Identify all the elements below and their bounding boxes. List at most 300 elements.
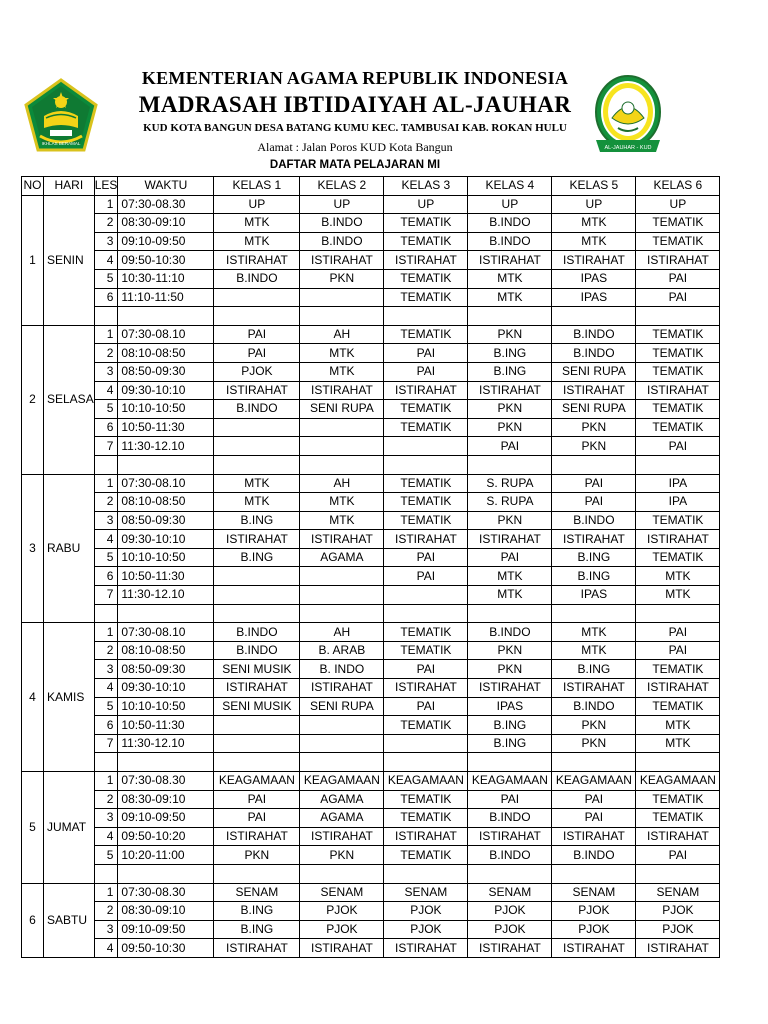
subject-cell-kelas-6: SENAM bbox=[636, 883, 720, 902]
time-slot: 09:50-10:30 bbox=[118, 251, 214, 270]
subject-cell-kelas-2: ISTIRAHAT bbox=[300, 530, 384, 549]
column-header-kelas-4: KELAS 4 bbox=[468, 177, 552, 196]
subject-cell-kelas-4: S. RUPA bbox=[468, 493, 552, 512]
subject-cell-kelas-5: B.ING bbox=[552, 548, 636, 567]
subject-cell-kelas-4: B.ING bbox=[468, 734, 552, 753]
subject-cell-kelas-3: TEMATIK bbox=[384, 474, 468, 493]
subject-cell-kelas-5: ISTIRAHAT bbox=[552, 530, 636, 549]
subject-cell-kelas-1: SENAM bbox=[214, 883, 300, 902]
subject-cell-kelas-1: B.INDO bbox=[214, 269, 300, 288]
subject-cell-kelas-1: MTK bbox=[214, 232, 300, 251]
subject-cell-kelas-1: PJOK bbox=[214, 362, 300, 381]
time-slot: 10:50-11:30 bbox=[118, 716, 214, 735]
subject-cell-kelas-2: ISTIRAHAT bbox=[300, 939, 384, 958]
subject-cell-kelas-3: TEMATIK bbox=[384, 400, 468, 419]
subject-cell-kelas-1 bbox=[214, 734, 300, 753]
column-header-no: NO bbox=[22, 177, 44, 196]
subject-cell-kelas-3: PAI bbox=[384, 344, 468, 363]
subject-cell-kelas-1 bbox=[214, 307, 300, 326]
day-name: KAMIS bbox=[44, 623, 95, 772]
subject-cell-kelas-6: PAI bbox=[636, 641, 720, 660]
subject-cell-kelas-5 bbox=[552, 753, 636, 772]
subject-cell-kelas-5: ISTIRAHAT bbox=[552, 251, 636, 270]
time-slot: 08:50-09:30 bbox=[118, 511, 214, 530]
subject-cell-kelas-2: B. ARAB bbox=[300, 641, 384, 660]
column-header-waktu: WAKTU bbox=[118, 177, 214, 196]
subject-cell-kelas-3: TEMATIK bbox=[384, 493, 468, 512]
time-slot: 11:10-11:50 bbox=[118, 288, 214, 307]
subject-cell-kelas-5 bbox=[552, 604, 636, 623]
subject-cell-kelas-3: TEMATIK bbox=[384, 511, 468, 530]
table-row bbox=[22, 344, 720, 363]
column-header-kelas-2: KELAS 2 bbox=[300, 177, 384, 196]
lesson-number: 5 bbox=[94, 269, 118, 288]
subject-cell-kelas-2: MTK bbox=[300, 362, 384, 381]
table-row bbox=[22, 586, 720, 605]
table-row bbox=[22, 734, 720, 753]
time-slot: 10:30-11:10 bbox=[118, 269, 214, 288]
subject-cell-kelas-4: MTK bbox=[468, 269, 552, 288]
subject-cell-kelas-2: PJOK bbox=[300, 902, 384, 921]
column-header-kelas-6: KELAS 6 bbox=[636, 177, 720, 196]
lesson-number: 1 bbox=[94, 623, 118, 642]
subject-cell-kelas-2: SENI RUPA bbox=[300, 400, 384, 419]
lesson-number: 4 bbox=[94, 381, 118, 400]
subject-cell-kelas-4: PAI bbox=[468, 790, 552, 809]
lesson-number: 4 bbox=[94, 530, 118, 549]
subject-cell-kelas-3: TEMATIK bbox=[384, 214, 468, 233]
subject-cell-kelas-5: B.ING bbox=[552, 660, 636, 679]
table-row bbox=[22, 251, 720, 270]
lesson-number: 3 bbox=[94, 511, 118, 530]
table-row bbox=[22, 418, 720, 437]
subject-cell-kelas-1: B.ING bbox=[214, 920, 300, 939]
column-header-kelas-5: KELAS 5 bbox=[552, 177, 636, 196]
subject-cell-kelas-5: SENI RUPA bbox=[552, 400, 636, 419]
subject-cell-kelas-5: IPAS bbox=[552, 288, 636, 307]
lesson-number: 2 bbox=[94, 214, 118, 233]
subject-cell-kelas-6: ISTIRAHAT bbox=[636, 251, 720, 270]
subject-cell-kelas-2: AH bbox=[300, 474, 384, 493]
subject-cell-kelas-4 bbox=[468, 455, 552, 474]
subject-cell-kelas-1: ISTIRAHAT bbox=[214, 530, 300, 549]
time-slot: 09:10-09:50 bbox=[118, 920, 214, 939]
subject-cell-kelas-4: ISTIRAHAT bbox=[468, 251, 552, 270]
subject-cell-kelas-3: ISTIRAHAT bbox=[384, 827, 468, 846]
subject-cell-kelas-4 bbox=[468, 307, 552, 326]
subject-cell-kelas-3: PAI bbox=[384, 660, 468, 679]
lesson-number: 4 bbox=[94, 827, 118, 846]
subject-cell-kelas-5: PKN bbox=[552, 437, 636, 456]
svg-text:AL-JAUHAR - KUD: AL-JAUHAR - KUD bbox=[604, 145, 652, 151]
subject-cell-kelas-6: TEMATIK bbox=[636, 511, 720, 530]
subject-cell-kelas-2 bbox=[300, 734, 384, 753]
table-header-row bbox=[22, 177, 720, 196]
subject-cell-kelas-1 bbox=[214, 437, 300, 456]
subject-cell-kelas-3: UP bbox=[384, 195, 468, 214]
subject-cell-kelas-1: PAI bbox=[214, 325, 300, 344]
lesson-number: 5 bbox=[94, 548, 118, 567]
subject-cell-kelas-6: ISTIRAHAT bbox=[636, 679, 720, 698]
subject-cell-kelas-2: AGAMA bbox=[300, 790, 384, 809]
day-name: JUMAT bbox=[44, 772, 95, 884]
lesson-number: 6 bbox=[94, 418, 118, 437]
table-row bbox=[22, 400, 720, 419]
list-title: DAFTAR MATA PELAJARAN MI bbox=[269, 159, 441, 171]
subject-cell-kelas-6: PJOK bbox=[636, 902, 720, 921]
subject-cell-kelas-4: PKN bbox=[468, 400, 552, 419]
subject-cell-kelas-6: PAI bbox=[636, 288, 720, 307]
table-row bbox=[22, 641, 720, 660]
subject-cell-kelas-5: PKN bbox=[552, 734, 636, 753]
subject-cell-kelas-6 bbox=[636, 455, 720, 474]
subject-cell-kelas-5: PJOK bbox=[552, 902, 636, 921]
subject-cell-kelas-1 bbox=[214, 716, 300, 735]
subject-cell-kelas-4: B.ING bbox=[468, 716, 552, 735]
subject-cell-kelas-3 bbox=[384, 586, 468, 605]
table-row bbox=[22, 753, 720, 772]
subject-cell-kelas-3 bbox=[384, 455, 468, 474]
subject-cell-kelas-2: ISTIRAHAT bbox=[300, 251, 384, 270]
time-slot: 08:10-08:50 bbox=[118, 344, 214, 363]
subject-cell-kelas-6: ISTIRAHAT bbox=[636, 381, 720, 400]
lesson-number: 5 bbox=[94, 697, 118, 716]
table-row bbox=[22, 697, 720, 716]
subject-cell-kelas-4: MTK bbox=[468, 567, 552, 586]
subject-cell-kelas-4: B.INDO bbox=[468, 232, 552, 251]
subject-cell-kelas-3 bbox=[384, 864, 468, 883]
day-number: 2 bbox=[22, 325, 44, 474]
lesson-number: 2 bbox=[94, 493, 118, 512]
table-row bbox=[22, 455, 720, 474]
time-slot: 08:30-09:10 bbox=[118, 902, 214, 921]
subject-cell-kelas-1: PAI bbox=[214, 344, 300, 363]
lesson-number bbox=[94, 455, 118, 474]
day-name: SELASA bbox=[44, 325, 95, 474]
subject-cell-kelas-6: ISTIRAHAT bbox=[636, 939, 720, 958]
lesson-number: 1 bbox=[94, 474, 118, 493]
subject-cell-kelas-6: TEMATIK bbox=[636, 790, 720, 809]
subject-cell-kelas-1: ISTIRAHAT bbox=[214, 939, 300, 958]
table-row bbox=[22, 679, 720, 698]
subject-cell-kelas-3: PAI bbox=[384, 697, 468, 716]
subject-cell-kelas-4 bbox=[468, 604, 552, 623]
document-header bbox=[0, 0, 768, 176]
time-slot: 08:30-09:10 bbox=[118, 214, 214, 233]
lesson-number: 4 bbox=[94, 939, 118, 958]
time-slot: 10:50-11:30 bbox=[118, 567, 214, 586]
subject-cell-kelas-6: PJOK bbox=[636, 920, 720, 939]
subject-cell-kelas-2: PKN bbox=[300, 269, 384, 288]
subject-cell-kelas-4: KEAGAMAAN bbox=[468, 772, 552, 791]
subject-cell-kelas-5: MTK bbox=[552, 214, 636, 233]
time-slot: 07:30-08.10 bbox=[118, 623, 214, 642]
subject-cell-kelas-3: KEAGAMAAN bbox=[384, 772, 468, 791]
lesson-number: 3 bbox=[94, 809, 118, 828]
subject-cell-kelas-1: B.INDO bbox=[214, 623, 300, 642]
subject-cell-kelas-5: B.INDO bbox=[552, 846, 636, 865]
subject-cell-kelas-4: PAI bbox=[468, 548, 552, 567]
al-jauhar-logo-icon bbox=[592, 74, 664, 158]
subject-cell-kelas-1: PKN bbox=[214, 846, 300, 865]
subject-cell-kelas-5 bbox=[552, 307, 636, 326]
subject-cell-kelas-6: ISTIRAHAT bbox=[636, 827, 720, 846]
column-header-hari: HARI bbox=[44, 177, 95, 196]
subject-cell-kelas-2: AGAMA bbox=[300, 548, 384, 567]
subject-cell-kelas-5 bbox=[552, 455, 636, 474]
subject-cell-kelas-3 bbox=[384, 307, 468, 326]
subject-cell-kelas-2: MTK bbox=[300, 493, 384, 512]
subject-cell-kelas-2 bbox=[300, 437, 384, 456]
table-row bbox=[22, 772, 720, 791]
subject-cell-kelas-4: MTK bbox=[468, 288, 552, 307]
subject-cell-kelas-5: ISTIRAHAT bbox=[552, 827, 636, 846]
subject-cell-kelas-3 bbox=[384, 734, 468, 753]
subject-cell-kelas-6: PAI bbox=[636, 846, 720, 865]
subject-cell-kelas-1 bbox=[214, 455, 300, 474]
table-row bbox=[22, 864, 720, 883]
subject-cell-kelas-4: B.ING bbox=[468, 362, 552, 381]
time-slot: 07:30-08.30 bbox=[118, 195, 214, 214]
day-number: 4 bbox=[22, 623, 44, 772]
subject-cell-kelas-1 bbox=[214, 418, 300, 437]
subject-cell-kelas-3: ISTIRAHAT bbox=[384, 381, 468, 400]
time-slot: 07:30-08.30 bbox=[118, 883, 214, 902]
table-row bbox=[22, 920, 720, 939]
day-number: 1 bbox=[22, 195, 44, 325]
table-row bbox=[22, 902, 720, 921]
time-slot: 08:50-09:30 bbox=[118, 362, 214, 381]
school-address: Alamat : Jalan Poros KUD Kota Bangun bbox=[257, 140, 453, 154]
subject-cell-kelas-6: PAI bbox=[636, 269, 720, 288]
subject-cell-kelas-4: MTK bbox=[468, 586, 552, 605]
subject-cell-kelas-3: ISTIRAHAT bbox=[384, 251, 468, 270]
subject-cell-kelas-5: PJOK bbox=[552, 920, 636, 939]
time-slot: 11:30-12.10 bbox=[118, 437, 214, 456]
subject-cell-kelas-1: ISTIRAHAT bbox=[214, 251, 300, 270]
subject-cell-kelas-5: IPAS bbox=[552, 586, 636, 605]
time-slot: 07:30-08.10 bbox=[118, 325, 214, 344]
table-row bbox=[22, 511, 720, 530]
lesson-number: 2 bbox=[94, 902, 118, 921]
table-row bbox=[22, 809, 720, 828]
subject-cell-kelas-3: PJOK bbox=[384, 902, 468, 921]
subject-cell-kelas-6: TEMATIK bbox=[636, 232, 720, 251]
time-slot: 08:30-09:10 bbox=[118, 790, 214, 809]
time-slot: 09:30-10:10 bbox=[118, 381, 214, 400]
subject-cell-kelas-3: TEMATIK bbox=[384, 418, 468, 437]
subject-cell-kelas-4: ISTIRAHAT bbox=[468, 827, 552, 846]
table-row bbox=[22, 232, 720, 251]
time-slot: 08:10-08:50 bbox=[118, 493, 214, 512]
subject-cell-kelas-5: B.INDO bbox=[552, 325, 636, 344]
subject-cell-kelas-4: ISTIRAHAT bbox=[468, 381, 552, 400]
subject-cell-kelas-4: PAI bbox=[468, 437, 552, 456]
subject-cell-kelas-1 bbox=[214, 753, 300, 772]
day-number: 5 bbox=[22, 772, 44, 884]
table-row bbox=[22, 530, 720, 549]
subject-cell-kelas-1 bbox=[214, 586, 300, 605]
subject-cell-kelas-5: SENAM bbox=[552, 883, 636, 902]
time-slot: 09:10-09:50 bbox=[118, 809, 214, 828]
subject-cell-kelas-6: ISTIRAHAT bbox=[636, 530, 720, 549]
subject-cell-kelas-4: PJOK bbox=[468, 902, 552, 921]
subject-cell-kelas-3: ISTIRAHAT bbox=[384, 530, 468, 549]
column-header-kelas-1: KELAS 1 bbox=[214, 177, 300, 196]
lesson-number: 7 bbox=[94, 586, 118, 605]
table-row bbox=[22, 493, 720, 512]
subject-cell-kelas-5: PAI bbox=[552, 790, 636, 809]
subject-cell-kelas-1: MTK bbox=[214, 214, 300, 233]
lesson-number: 3 bbox=[94, 232, 118, 251]
time-slot: 09:10-09:50 bbox=[118, 232, 214, 251]
subject-cell-kelas-5: IPAS bbox=[552, 269, 636, 288]
subject-cell-kelas-4: PKN bbox=[468, 641, 552, 660]
subject-cell-kelas-2: SENI RUPA bbox=[300, 697, 384, 716]
lesson-number bbox=[94, 307, 118, 326]
subject-cell-kelas-6: TEMATIK bbox=[636, 325, 720, 344]
lesson-number bbox=[94, 604, 118, 623]
subject-cell-kelas-2: MTK bbox=[300, 344, 384, 363]
table-row bbox=[22, 269, 720, 288]
subject-cell-kelas-4: ISTIRAHAT bbox=[468, 939, 552, 958]
table-row bbox=[22, 325, 720, 344]
table-row bbox=[22, 846, 720, 865]
time-slot: 08:50-09:30 bbox=[118, 660, 214, 679]
subject-cell-kelas-6 bbox=[636, 604, 720, 623]
time-slot bbox=[118, 753, 214, 772]
subject-cell-kelas-5: SENI RUPA bbox=[552, 362, 636, 381]
time-slot: 10:10-10:50 bbox=[118, 548, 214, 567]
subject-cell-kelas-5: PAI bbox=[552, 809, 636, 828]
subject-cell-kelas-4: B.INDO bbox=[468, 214, 552, 233]
lesson-number: 2 bbox=[94, 344, 118, 363]
subject-cell-kelas-5: ISTIRAHAT bbox=[552, 381, 636, 400]
subject-cell-kelas-4 bbox=[468, 753, 552, 772]
subject-cell-kelas-1: KEAGAMAAN bbox=[214, 772, 300, 791]
subject-cell-kelas-5 bbox=[552, 864, 636, 883]
lesson-number: 5 bbox=[94, 400, 118, 419]
table-row bbox=[22, 623, 720, 642]
lesson-number: 6 bbox=[94, 716, 118, 735]
time-slot: 09:30-10:10 bbox=[118, 530, 214, 549]
school-name: MADRASAH IBTIDAIYAH AL-JAUHAR bbox=[138, 92, 572, 117]
subject-cell-kelas-2 bbox=[300, 567, 384, 586]
table-row bbox=[22, 939, 720, 958]
subject-cell-kelas-2: B. INDO bbox=[300, 660, 384, 679]
subject-cell-kelas-4: PKN bbox=[468, 325, 552, 344]
subject-cell-kelas-3: TEMATIK bbox=[384, 790, 468, 809]
subject-cell-kelas-6: MTK bbox=[636, 567, 720, 586]
subject-cell-kelas-3: TEMATIK bbox=[384, 846, 468, 865]
subject-cell-kelas-4: PKN bbox=[468, 511, 552, 530]
subject-cell-kelas-6: TEMATIK bbox=[636, 697, 720, 716]
lesson-number: 3 bbox=[94, 660, 118, 679]
subject-cell-kelas-2: ISTIRAHAT bbox=[300, 827, 384, 846]
subject-cell-kelas-3: TEMATIK bbox=[384, 716, 468, 735]
subject-cell-kelas-2: ISTIRAHAT bbox=[300, 679, 384, 698]
subject-cell-kelas-1: B.ING bbox=[214, 548, 300, 567]
subject-cell-kelas-6: TEMATIK bbox=[636, 809, 720, 828]
subject-cell-kelas-6: MTK bbox=[636, 716, 720, 735]
time-slot: 10:10-10:50 bbox=[118, 697, 214, 716]
lesson-number: 1 bbox=[94, 772, 118, 791]
time-slot bbox=[118, 604, 214, 623]
subject-cell-kelas-1 bbox=[214, 288, 300, 307]
day-number: 3 bbox=[22, 474, 44, 623]
subject-cell-kelas-2: B.INDO bbox=[300, 214, 384, 233]
subject-cell-kelas-4: UP bbox=[468, 195, 552, 214]
subject-cell-kelas-5: B.INDO bbox=[552, 344, 636, 363]
subject-cell-kelas-1 bbox=[214, 567, 300, 586]
subject-cell-kelas-1: B.ING bbox=[214, 902, 300, 921]
lesson-number bbox=[94, 864, 118, 883]
subject-cell-kelas-2: MTK bbox=[300, 511, 384, 530]
subject-cell-kelas-6: TEMATIK bbox=[636, 548, 720, 567]
subject-cell-kelas-2 bbox=[300, 716, 384, 735]
table-row bbox=[22, 604, 720, 623]
time-slot bbox=[118, 864, 214, 883]
time-slot: 09:50-10:30 bbox=[118, 939, 214, 958]
subject-cell-kelas-6: PAI bbox=[636, 623, 720, 642]
subject-cell-kelas-3: TEMATIK bbox=[384, 623, 468, 642]
subject-cell-kelas-1: ISTIRAHAT bbox=[214, 827, 300, 846]
subject-cell-kelas-4 bbox=[468, 864, 552, 883]
lesson-number: 2 bbox=[94, 790, 118, 809]
time-slot: 07:30-08.30 bbox=[118, 772, 214, 791]
subject-cell-kelas-4: B.INDO bbox=[468, 623, 552, 642]
table-row bbox=[22, 567, 720, 586]
subject-cell-kelas-1 bbox=[214, 864, 300, 883]
table-row bbox=[22, 474, 720, 493]
subject-cell-kelas-1 bbox=[214, 604, 300, 623]
subject-cell-kelas-3: TEMATIK bbox=[384, 288, 468, 307]
lesson-number: 7 bbox=[94, 734, 118, 753]
svg-text:IKHLAS BERAMAL: IKHLAS BERAMAL bbox=[41, 141, 81, 146]
subject-cell-kelas-2 bbox=[300, 307, 384, 326]
subject-cell-kelas-1: MTK bbox=[214, 493, 300, 512]
subject-cell-kelas-6: TEMATIK bbox=[636, 344, 720, 363]
subject-cell-kelas-1: PAI bbox=[214, 790, 300, 809]
subject-cell-kelas-5: ISTIRAHAT bbox=[552, 679, 636, 698]
subject-cell-kelas-4: SENAM bbox=[468, 883, 552, 902]
schedule-table bbox=[21, 176, 720, 958]
subject-cell-kelas-6 bbox=[636, 753, 720, 772]
subject-cell-kelas-5: PKN bbox=[552, 418, 636, 437]
subject-cell-kelas-3: PAI bbox=[384, 567, 468, 586]
subject-cell-kelas-4: ISTIRAHAT bbox=[468, 679, 552, 698]
subject-cell-kelas-6: MTK bbox=[636, 734, 720, 753]
subject-cell-kelas-5: B.INDO bbox=[552, 511, 636, 530]
time-slot: 10:10-10:50 bbox=[118, 400, 214, 419]
table-row bbox=[22, 307, 720, 326]
subject-cell-kelas-3: ISTIRAHAT bbox=[384, 939, 468, 958]
subject-cell-kelas-3: TEMATIK bbox=[384, 325, 468, 344]
subject-cell-kelas-6: IPA bbox=[636, 493, 720, 512]
subject-cell-kelas-5: PAI bbox=[552, 474, 636, 493]
subject-cell-kelas-5: PAI bbox=[552, 493, 636, 512]
subject-cell-kelas-4: PKN bbox=[468, 660, 552, 679]
subject-cell-kelas-3: TEMATIK bbox=[384, 809, 468, 828]
table-row bbox=[22, 790, 720, 809]
lesson-number: 2 bbox=[94, 641, 118, 660]
table-row bbox=[22, 827, 720, 846]
subject-cell-kelas-6: KEAGAMAAN bbox=[636, 772, 720, 791]
subject-cell-kelas-6: PAI bbox=[636, 437, 720, 456]
time-slot bbox=[118, 307, 214, 326]
subject-cell-kelas-2: AH bbox=[300, 623, 384, 642]
subject-cell-kelas-4: B.ING bbox=[468, 344, 552, 363]
